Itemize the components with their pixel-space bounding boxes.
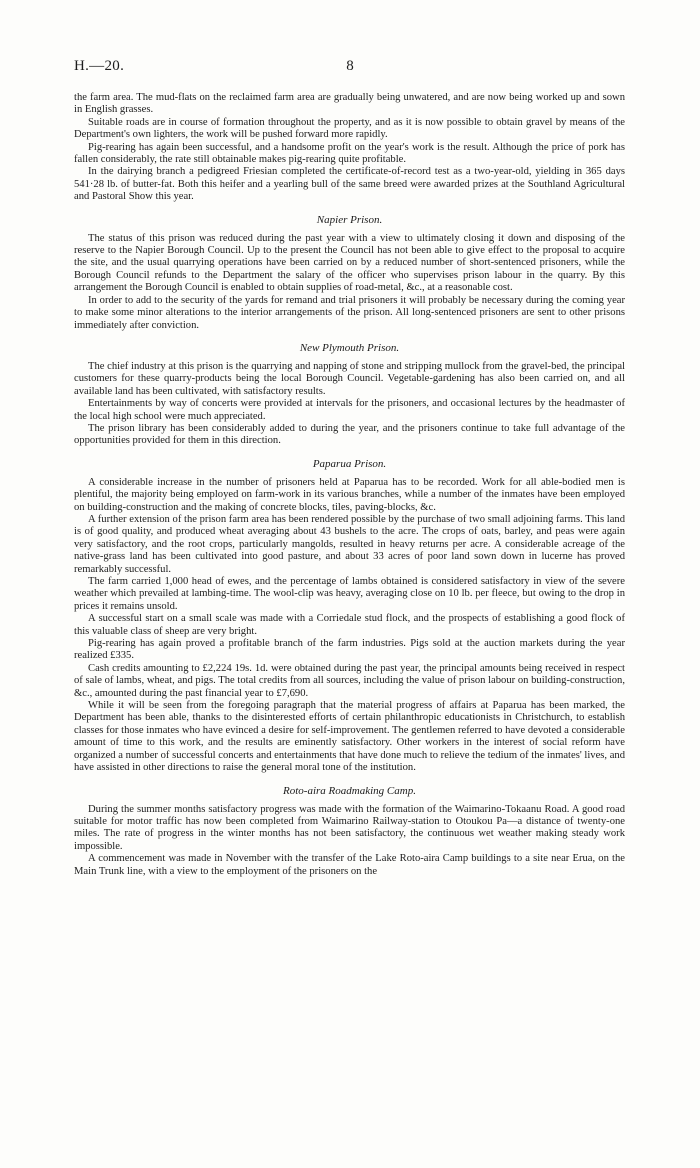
paragraph: the farm area. The mud-flats on the reclaimed farm area are gradually being unwatered, and are now being worked up and sown in English grasses. <box>74 92 625 116</box>
document-body <box>74 92 625 878</box>
paragraph: The status of this prison was reduced during the past year with a view to ultimately closing it down and disposing of the reserve to the Napier Borough Council. Up to the present the Council has not been able to give effect to the proposal to acquire the site, and the usual quarrying operations have been carried on by a reduced number of short-sentenced prisoners, while the Borough Council refunds to the Department the salary of the officer who supervises prison labour in the quarry. By this arrangement the Borough Council is enabled to obtain supplies of road-metal, &c., at a reasonable cost. <box>74 232 625 294</box>
paragraph: Entertainments by way of concerts were provided at intervals for the prisoners, and occasional lectures by the headmaster of the local high school were much appreciated. <box>74 398 625 422</box>
paragraph: Suitable roads are in course of formation throughout the property, and as it is now possible to obtain gravel by means of the Department's own lighters, the work will be pushed forward more rapidly. <box>74 116 625 141</box>
document-reference: H.—20. <box>74 58 125 74</box>
paragraph: While it will be seen from the foregoing paragraph that the material progress of affairs at Paparua has been marked, the Department has been able, thanks to the disinterested efforts of certain philanthropic educationists in Christchurch, to establish classes for those inmates who have evinced a desire for self-improvement. The gentlemen referred to have devoted a considerable amount of time to this work, and the results are eminently satisfactory. Other workers in the interest of social reform have organized a number of successful concerts and entertainments that have done much to relieve the tedium of the inmates' lives, and have assisted in other directions to raise the general moral tone of the institution. <box>74 700 625 774</box>
paragraph: The chief industry at this prison is the quarrying and napping of stone and stripping mullock from the gravel-bed, the principal customers for these quarry-products being the local Borough Council. Vegetable-gardening has also been carried on, and all available land has been cultivated, with satisfactory results. <box>74 360 625 397</box>
section-heading-roto-aira: Roto-aira Roadmaking Camp. <box>283 784 416 797</box>
paragraph: A successful start on a small scale was made with a Corriedale stud flock, and the prospects of establishing a good flock of this valuable class of sheep are very bright. <box>74 613 625 637</box>
paragraph: A considerable increase in the number of prisoners held at Paparua has to be recorded. Work for all able-bodied men is plentiful, the majority being employed on farm-work in its various branches, while a number of the inmates have been employed on building-construction and the making of concrete blocks, tiles, paving-blocks, &c. <box>74 476 625 513</box>
paragraph: In order to add to the security of the yards for remand and trial prisoners it will probably be necessary during the coming year to make some minor alterations to the interior arrangements of the prison. All long-sentenced prisoners are sent to other prisons immediately after conviction. <box>74 294 625 331</box>
paragraph: Cash credits amounting to £2,224 19s. 1d. were obtained during the past year, the principal amounts being received in respect of sale of lambs, wheat, and pigs. The total credits from all sources, including the value of prison labour on building-construction, &c., amounted during the past financial year to £7,690. <box>74 662 625 699</box>
section-heading-new-plymouth: New Plymouth Prison. <box>299 341 400 354</box>
paragraph: The farm carried 1,000 head of ewes, and the percentage of lambs obtained is considered satisfactory in view of the severe weather which prevailed at lambing-time. The wool-clip was heavy, averaging close on 10 lb. per fleece, but owing to the drop in prices it remains unsold. <box>74 576 625 612</box>
paragraph: A further extension of the prison farm area has been rendered possible by the purchase of two small adjoining farms. This land is of good quality, and produced wheat averaging about 43 bushels to the acre. The crops of oats, barley, and peas were again very satisfactory, and the root crops, particularly mangolds, resulted in heavy returns per acre. A considerable acreage of the native-grass land has been cultivated into good pasture, and about 33 acres of poor land sown down in lucerne has proved remarkably successful. <box>74 513 625 575</box>
section-heading-napier: Napier Prison. <box>316 213 383 226</box>
section-heading-paparua: Paparua Prison. <box>312 457 387 470</box>
paragraph: During the summer months satisfactory progress was made with the formation of the Waimarino-Tokaanu Road. A good road suitable for motor traffic has now been completed from Waimarino Railway-station to Otoukou Pa—a distance of twenty-one miles. The rate of progress in the winter months has not been satisfactory, the continuous wet weather making steady work impossible. <box>74 803 625 852</box>
paragraph: Pig-rearing has again been successful, and a handsome profit on the year's work is the result. Although the price of pork has fallen considerably, the rate still obtainable makes pig-rearing quite profitable. <box>74 141 625 166</box>
page-number: 8 <box>346 58 354 74</box>
paragraph: A commencement was made in November with the transfer of the Lake Roto-aira Camp buildings to a site near Erua, on the Main Trunk line, with a view to the employment of the prisoners on the <box>74 853 625 877</box>
page-header <box>74 58 626 76</box>
paragraph: Pig-rearing has again proved a profitable branch of the farm industries. Pigs sold at the auction markets during the year realized £335. <box>74 638 625 662</box>
paragraph: The prison library has been considerably added to during the year, and the prisoners continue to take full advantage of the opportunities provided for them in this direction. <box>74 422 625 447</box>
paragraph: In the dairying branch a pedigreed Friesian completed the certificate-of-record test as a two-year-old, yielding in 365 days 541·28 lb. of butter-fat. Both this heifer and a yearling bull of the same breed were awarded prizes at the Southland Agricultural and Pastoral Show this year. <box>74 166 625 203</box>
